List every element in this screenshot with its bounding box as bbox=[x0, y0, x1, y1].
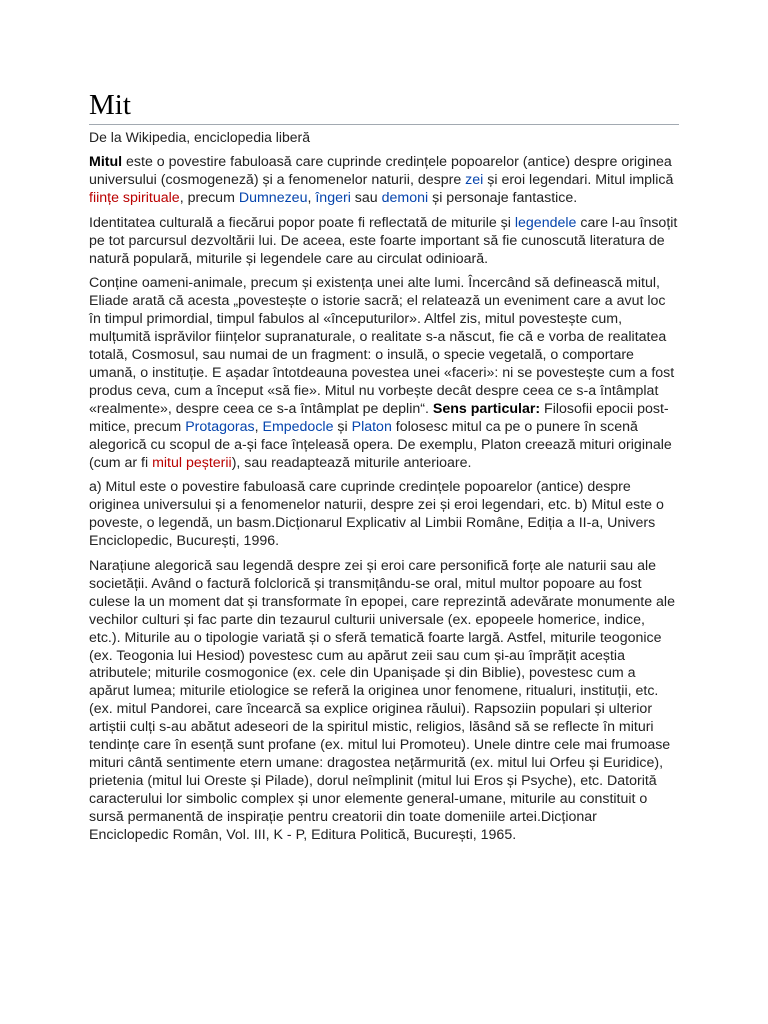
paragraph-identity bbox=[89, 215, 679, 269]
text: Conține oameni-animale, precum și existența unei alte lumi. Încercând să definească mitul, Eliade arată că acesta „povestește o istorie sacră; el relatează un eveniment care a avut loc în timpul primordial, timpul fabulos al «începuturilor». Altfel zis, mitul povestește cum, mulțumită isprăvilor ființelor supranaturale, o realitate s-a născut, fie că e vorba de realitatea totală, Cosmosul, sau numai de un fragment: o insulă, o specie vegetală, o comportare umană, o instituție. E așadar întotdeauna povestea unei «faceri»: ni se povestește cum a fost produs ceva, cum a început «să fie». Mitul nu vorbește decât despre ceea ce s-a întâmplat «realmente», despre ceea ce s-a întâmplat pe deplin“. bbox=[89, 275, 675, 417]
link-fiinte-spirituale[interactable]: ființe spirituale bbox=[89, 189, 180, 206]
text: , bbox=[307, 189, 316, 206]
link-legendele[interactable]: legendele bbox=[514, 214, 577, 231]
paragraph-dex-definition: a) Mitul este o povestire fabuloasă care cuprinde credințele popoarelor (antice) despre originea universului și a fenomenelor naturii, despre zei și eroi legendari, etc. b) Mitul este o poveste, o legendă, un basm.Dicționarul Explicativ al Limbii Române, Ediția a II-a, Univers Enciclopedic, București, 1996. bbox=[89, 479, 664, 550]
paragraph-intro bbox=[89, 154, 679, 208]
paragraph-eliade bbox=[89, 275, 679, 472]
bold-term-mitul: Mitul bbox=[89, 154, 123, 170]
link-empedocle[interactable]: Empedocle bbox=[262, 418, 334, 435]
text: sau bbox=[350, 189, 382, 206]
link-platon[interactable]: Platon bbox=[351, 418, 392, 435]
text: ), sau readaptează miturile anterioare. bbox=[231, 454, 472, 471]
text: Filosofii epocii post-mitice, precum bbox=[89, 400, 669, 435]
text: Identitatea culturală a fiecărui popor poate fi reflectată de miturile și bbox=[89, 214, 515, 231]
link-ingeri[interactable]: îngeri bbox=[315, 189, 351, 206]
text: , bbox=[254, 418, 263, 435]
link-mitul-pesterii[interactable]: mitul peșterii bbox=[152, 454, 232, 471]
text: este o povestire fabuloasă care cuprinde credințele popoarelor (antice) despre originea universului (cosmogeneză) și a fenomenelor naturii, despre bbox=[89, 154, 672, 188]
text: care l-au însoțit pe tot parcursul dezvoltării lui. De aceea, este foarte important să fie cunoscută literatura de natură populară, miturile și legendele care au circulat odinioară. bbox=[89, 214, 678, 267]
text: și personaje fantastice. bbox=[428, 189, 578, 206]
article-content bbox=[89, 88, 679, 852]
text: , precum bbox=[179, 189, 239, 206]
link-zei[interactable]: zei bbox=[465, 171, 484, 188]
paragraph-encyclopedic-definition: Narațiune alegorică sau legendă despre zei și eroi care personifică forțe ale naturii sau ale societății. Având o factură folclorică și transmițându-se oral, mitul multor popoare au fost culese la un moment dat și transformate în epopei, care reprezintă adevărate monumente ale vechilor culturi și fac parte din tezaurul culturii universale (ex. epopeele homerice, indice, etc.). Miturile au o tipologie variată și o sferă tematică foarte largă. Astfel, miturile teogonice (ex. Teogonia lui Hesiod) povestesc cum au apărut zeii sau cum și-au împrățit aceștia atributele; miturile cosmogonice (ex. cele din Upanișade și din Biblie), povestesc cum a apărut lumea; miturile etiologice se referă la originea unor fenomene, ritualuri, instituții, etc. (ex. mitul Pandorei, care încearcă sa explice originea răului). Rapsoziin populari și ulterior artiștii culți s-au abătut adeseori de la spiritul mistic, religios, lăsând să se reflecte în mituri tendințe care în esență sunt profane (ex. mitul lui Promoteu). Unele dintre cele mai frumoase mituri cântă sentimente etern umane: dragostea nețărmurită (ex. mitul lui Orfeu și Euridice), prietenia (mitul lui Oreste și Pilade), dorul neîmplinit (mitul lui Eros și Psyche), etc. Datorită caracterului lor simbolic complex și unor elemente general-umane, miturile au constituit o sursă permanentă de inspirație pentru creatorii din toate domeniile artei.Dicționar Enciclopedic Român, Vol. III, K - P, Editura Politică, București, 1965. bbox=[89, 558, 675, 843]
page-title: Mit bbox=[89, 88, 679, 125]
bold-term-sens-particular: Sens particular: bbox=[432, 400, 541, 417]
text: și eroi legendari. Mitul implică bbox=[483, 171, 674, 188]
site-tagline: De la Wikipedia, enciclopedia liberă bbox=[89, 129, 311, 145]
link-demoni[interactable]: demoni bbox=[381, 189, 429, 206]
text: și bbox=[333, 418, 352, 435]
text: folosesc mitul ca pe o punere în scenă alegorică cu scopul de a-și face înțeleasă opera. De exemplu, Platon creează mituri originale (cum ar fi bbox=[89, 418, 672, 471]
link-protagoras[interactable]: Protagoras bbox=[185, 418, 255, 435]
link-dumnezeu[interactable]: Dumnezeu bbox=[238, 189, 308, 206]
